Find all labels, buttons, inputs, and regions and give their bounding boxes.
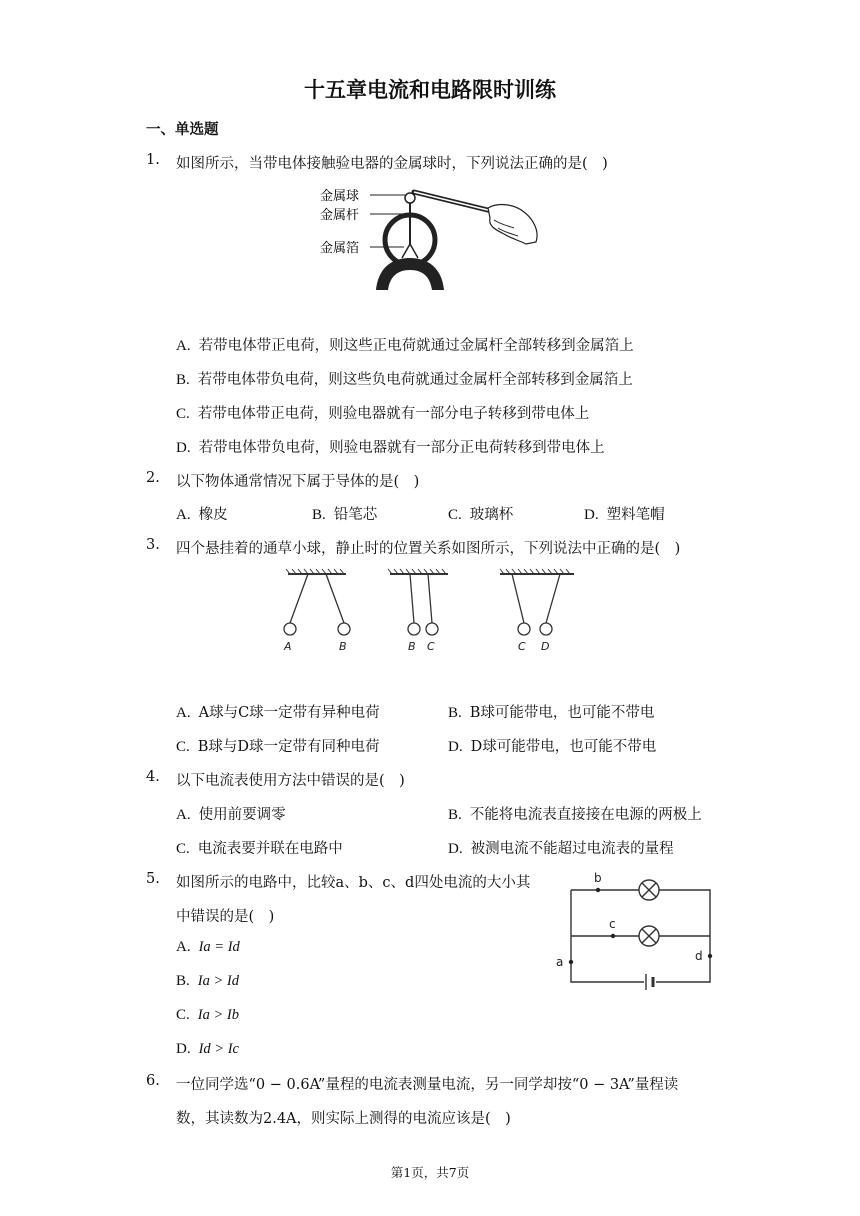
fig-label-metal-rod: 金属杆 xyxy=(320,208,360,223)
page-footer: 第1页，共7页 xyxy=(390,1165,470,1180)
question-2-option-a[interactable]: A. 橡皮 xyxy=(176,507,228,523)
question-1-option-d[interactable]: D. 若带电体带负电荷，则验电器就有一部分正电荷转移到带电体上 xyxy=(176,440,605,456)
question-3-number: 3. xyxy=(146,537,160,553)
question-2-stem: 以下物体通常情况下属于导体的是( ) xyxy=(176,474,420,490)
page-title: 十五章电流和电路限时训练 xyxy=(304,77,556,102)
question-5-option-a[interactable]: A. Ia = Id xyxy=(176,939,240,955)
question-5-stem-line-1: 如图所示的电路中，比较a、b、c、d四处电流的大小其 xyxy=(176,875,531,891)
question-1-number: 1. xyxy=(146,152,160,168)
question-1-option-b[interactable]: B. 若带电体带负电荷，则这些负电荷就通过金属杆全部转移到金属箔上 xyxy=(176,372,633,388)
fig-label-ball-c-2: C xyxy=(518,640,526,653)
question-4-option-d[interactable]: D. 被测电流不能超过电流表的量程 xyxy=(448,841,674,857)
question-5-option-b[interactable]: B. Ia > Id xyxy=(176,973,239,989)
question-2-option-b[interactable]: B. 铅笔芯 xyxy=(312,507,378,523)
question-3-option-d[interactable]: D. D球可能带电，也可能不带电 xyxy=(448,739,657,755)
electroscope-figure xyxy=(318,178,542,298)
fig-label-ball-c: C xyxy=(427,640,435,653)
question-3-option-a[interactable]: A. A球与C球一定带有异种电荷 xyxy=(176,705,380,721)
question-5-number: 5. xyxy=(146,871,160,887)
fig-label-ball-d: D xyxy=(541,640,550,653)
fig-label-point-a: a xyxy=(556,955,564,969)
section-heading: 一、单选题 xyxy=(146,121,219,138)
question-4-option-b[interactable]: B. 不能将电流表直接接在电源的两极上 xyxy=(448,807,702,823)
question-1-option-c[interactable]: C. 若带电体带正电荷，则验电器就有一部分电子转移到带电体上 xyxy=(176,406,590,422)
hanging-balls-figure xyxy=(278,566,584,658)
circuit-figure xyxy=(550,864,720,992)
question-3-stem: 四个悬挂着的通草小球，静止时的位置关系如图所示，下列说法中正确的是( ) xyxy=(176,541,681,557)
fig-label-point-d: d xyxy=(695,949,703,963)
question-5-option-c[interactable]: C. Ia > Ib xyxy=(176,1007,239,1023)
question-3-option-b[interactable]: B. B球可能带电，也可能不带电 xyxy=(448,705,655,721)
question-4-option-a[interactable]: A. 使用前要调零 xyxy=(176,807,286,823)
question-4-stem: 以下电流表使用方法中错误的是( ) xyxy=(176,773,405,789)
question-2-number: 2. xyxy=(146,470,160,486)
fig-label-point-c: c xyxy=(609,917,616,931)
fig-label-metal-foil: 金属箔 xyxy=(320,241,360,256)
fig-label-point-b: b xyxy=(594,871,602,885)
question-5-option-d[interactable]: D. Id > Ic xyxy=(176,1041,239,1057)
question-2-option-c[interactable]: C. 玻璃杯 xyxy=(448,507,514,523)
fig-label-metal-ball: 金属球 xyxy=(320,189,360,204)
fig-label-ball-b-2: B xyxy=(408,640,416,653)
question-1-stem: 如图所示，当带电体接触验电器的金属球时，下列说法正确的是( ) xyxy=(176,156,608,172)
question-4-option-c[interactable]: C. 电流表要并联在电路中 xyxy=(176,841,343,857)
question-6-stem-line-2: 数，其读数为2.4A，则实际上测得的电流应该是( ) xyxy=(176,1111,511,1127)
question-6-stem-line-1: 一位同学选“0 − 0.6A”量程的电流表测量电流，另一同学却按“0 − 3A”量程读 xyxy=(176,1077,679,1093)
question-4-number: 4. xyxy=(146,769,160,785)
question-1-option-a[interactable]: A. 若带电体带正电荷，则这些正电荷就通过金属杆全部转移到金属箔上 xyxy=(176,338,634,354)
question-3-option-c[interactable]: C. B球与D球一定带有同种电荷 xyxy=(176,739,380,755)
fig-label-ball-b: B xyxy=(339,640,347,653)
fig-label-ball-a: A xyxy=(284,640,292,653)
question-5-stem-line-2: 中错误的是( ) xyxy=(176,909,275,925)
question-6-number: 6. xyxy=(146,1073,160,1089)
question-2-option-d[interactable]: D. 塑料笔帽 xyxy=(584,507,665,523)
